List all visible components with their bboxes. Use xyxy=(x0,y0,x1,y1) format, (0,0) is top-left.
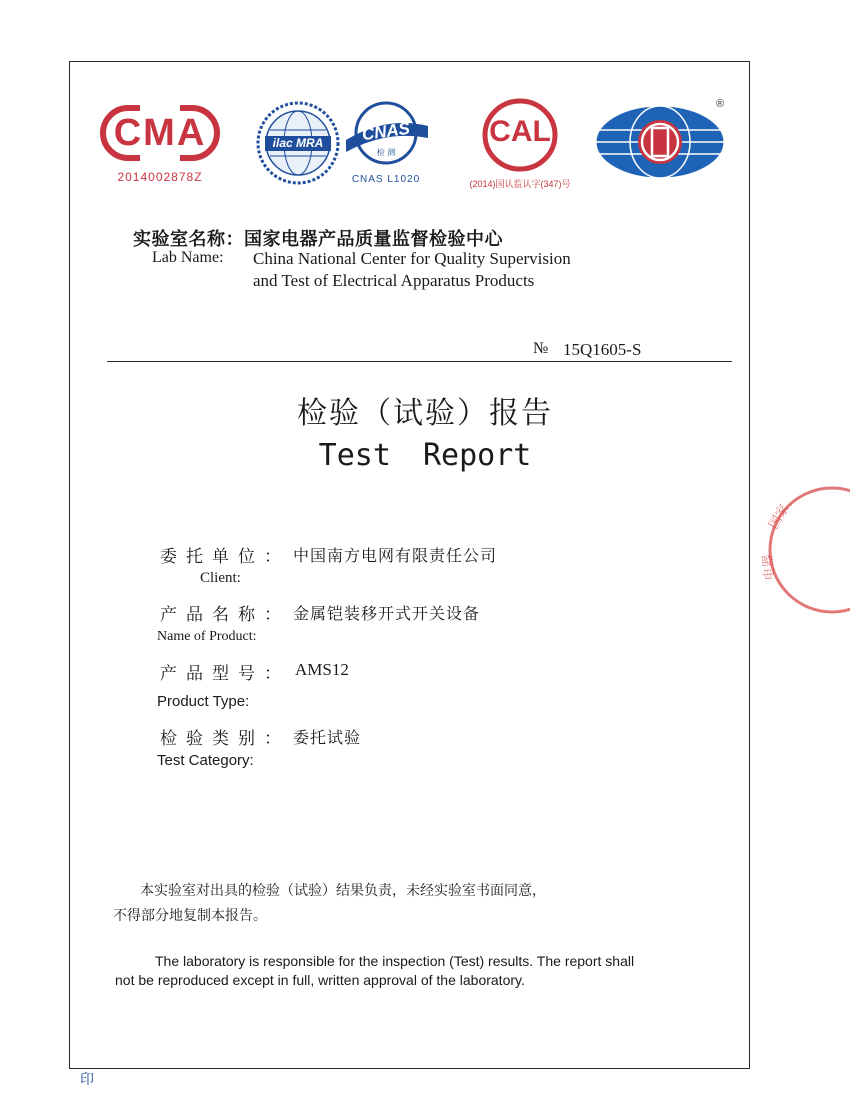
cqc-logo xyxy=(592,98,732,182)
report-number-symbol: № xyxy=(533,340,549,357)
product-name-label-en: Name of Product: xyxy=(157,629,257,644)
seal-stamp-icon xyxy=(752,480,850,620)
client-value: 中国南方电网有限责任公司 xyxy=(293,546,498,565)
test-category-value: 委托试验 xyxy=(293,728,362,747)
product-type-label-cn: 产品型号： xyxy=(160,664,290,684)
cma-text: CMA xyxy=(113,112,207,154)
notice-en-line1: The laboratory is responsible for the inspection (Test) results. The report shall xyxy=(155,953,635,969)
lab-name-en-line1: China National Center for Quality Supervision xyxy=(253,249,571,268)
cnas-text: CNAS xyxy=(360,118,412,145)
svg-text:电器: 电器 xyxy=(760,553,778,581)
svg-text:国家: 国家 xyxy=(766,501,793,532)
test-category-label-cn: 检验类别： xyxy=(160,729,290,749)
report-title-cn: 检验（试验）报告 xyxy=(297,396,553,431)
cal-code: (2014)国认监认字(347)号 xyxy=(469,179,571,189)
cnas-logo xyxy=(340,100,432,190)
registered-mark: ® xyxy=(716,98,725,110)
product-type-label-en: Product Type: xyxy=(157,693,250,710)
ilac-mra-logo xyxy=(255,100,341,186)
report-title-en: Test Report xyxy=(318,438,532,473)
notice-cn-line1: 本实验室对出具的检验（试验）结果负责，未经实验室书面同意， xyxy=(140,883,546,899)
notice-en-line2: not be reproduced except in full, written approval of the laboratory. xyxy=(115,972,525,988)
cqc-globe-icon xyxy=(592,102,732,182)
cma-code: 2014002878Z xyxy=(117,170,203,184)
cma-logo xyxy=(100,100,220,190)
header-divider xyxy=(107,361,732,362)
product-name-label-cn: 产品名称： xyxy=(160,605,290,625)
test-category-label-en: Test Category: xyxy=(157,752,254,769)
ilac-mra-text: ilac MRA xyxy=(272,136,324,150)
cal-text: CAL xyxy=(489,115,551,148)
lab-name-cn: 实验室名称：国家电器产品质量监督检验中心 xyxy=(133,229,503,250)
notice-cn-line2: 不得部分地复制本报告。 xyxy=(113,908,267,924)
client-label-cn: 委托单位： xyxy=(160,547,290,567)
cnas-sub-text: 检 测 xyxy=(376,148,396,157)
corner-mark: 印 xyxy=(80,1072,94,1088)
lab-name-en-line2: and Test of Electrical Apparatus Products xyxy=(253,271,535,290)
product-type-value: AMS12 xyxy=(295,660,349,679)
lab-name-label-en: Lab Name: xyxy=(152,249,224,266)
official-seal xyxy=(752,480,850,620)
cnas-code: CNAS L1020 xyxy=(351,174,421,185)
client-label-en: Client: xyxy=(200,570,241,586)
cal-logo xyxy=(455,97,585,189)
product-name-value: 金属铠装移开式开关设备 xyxy=(293,604,481,623)
report-number-value: 15Q1605-S xyxy=(563,340,642,359)
